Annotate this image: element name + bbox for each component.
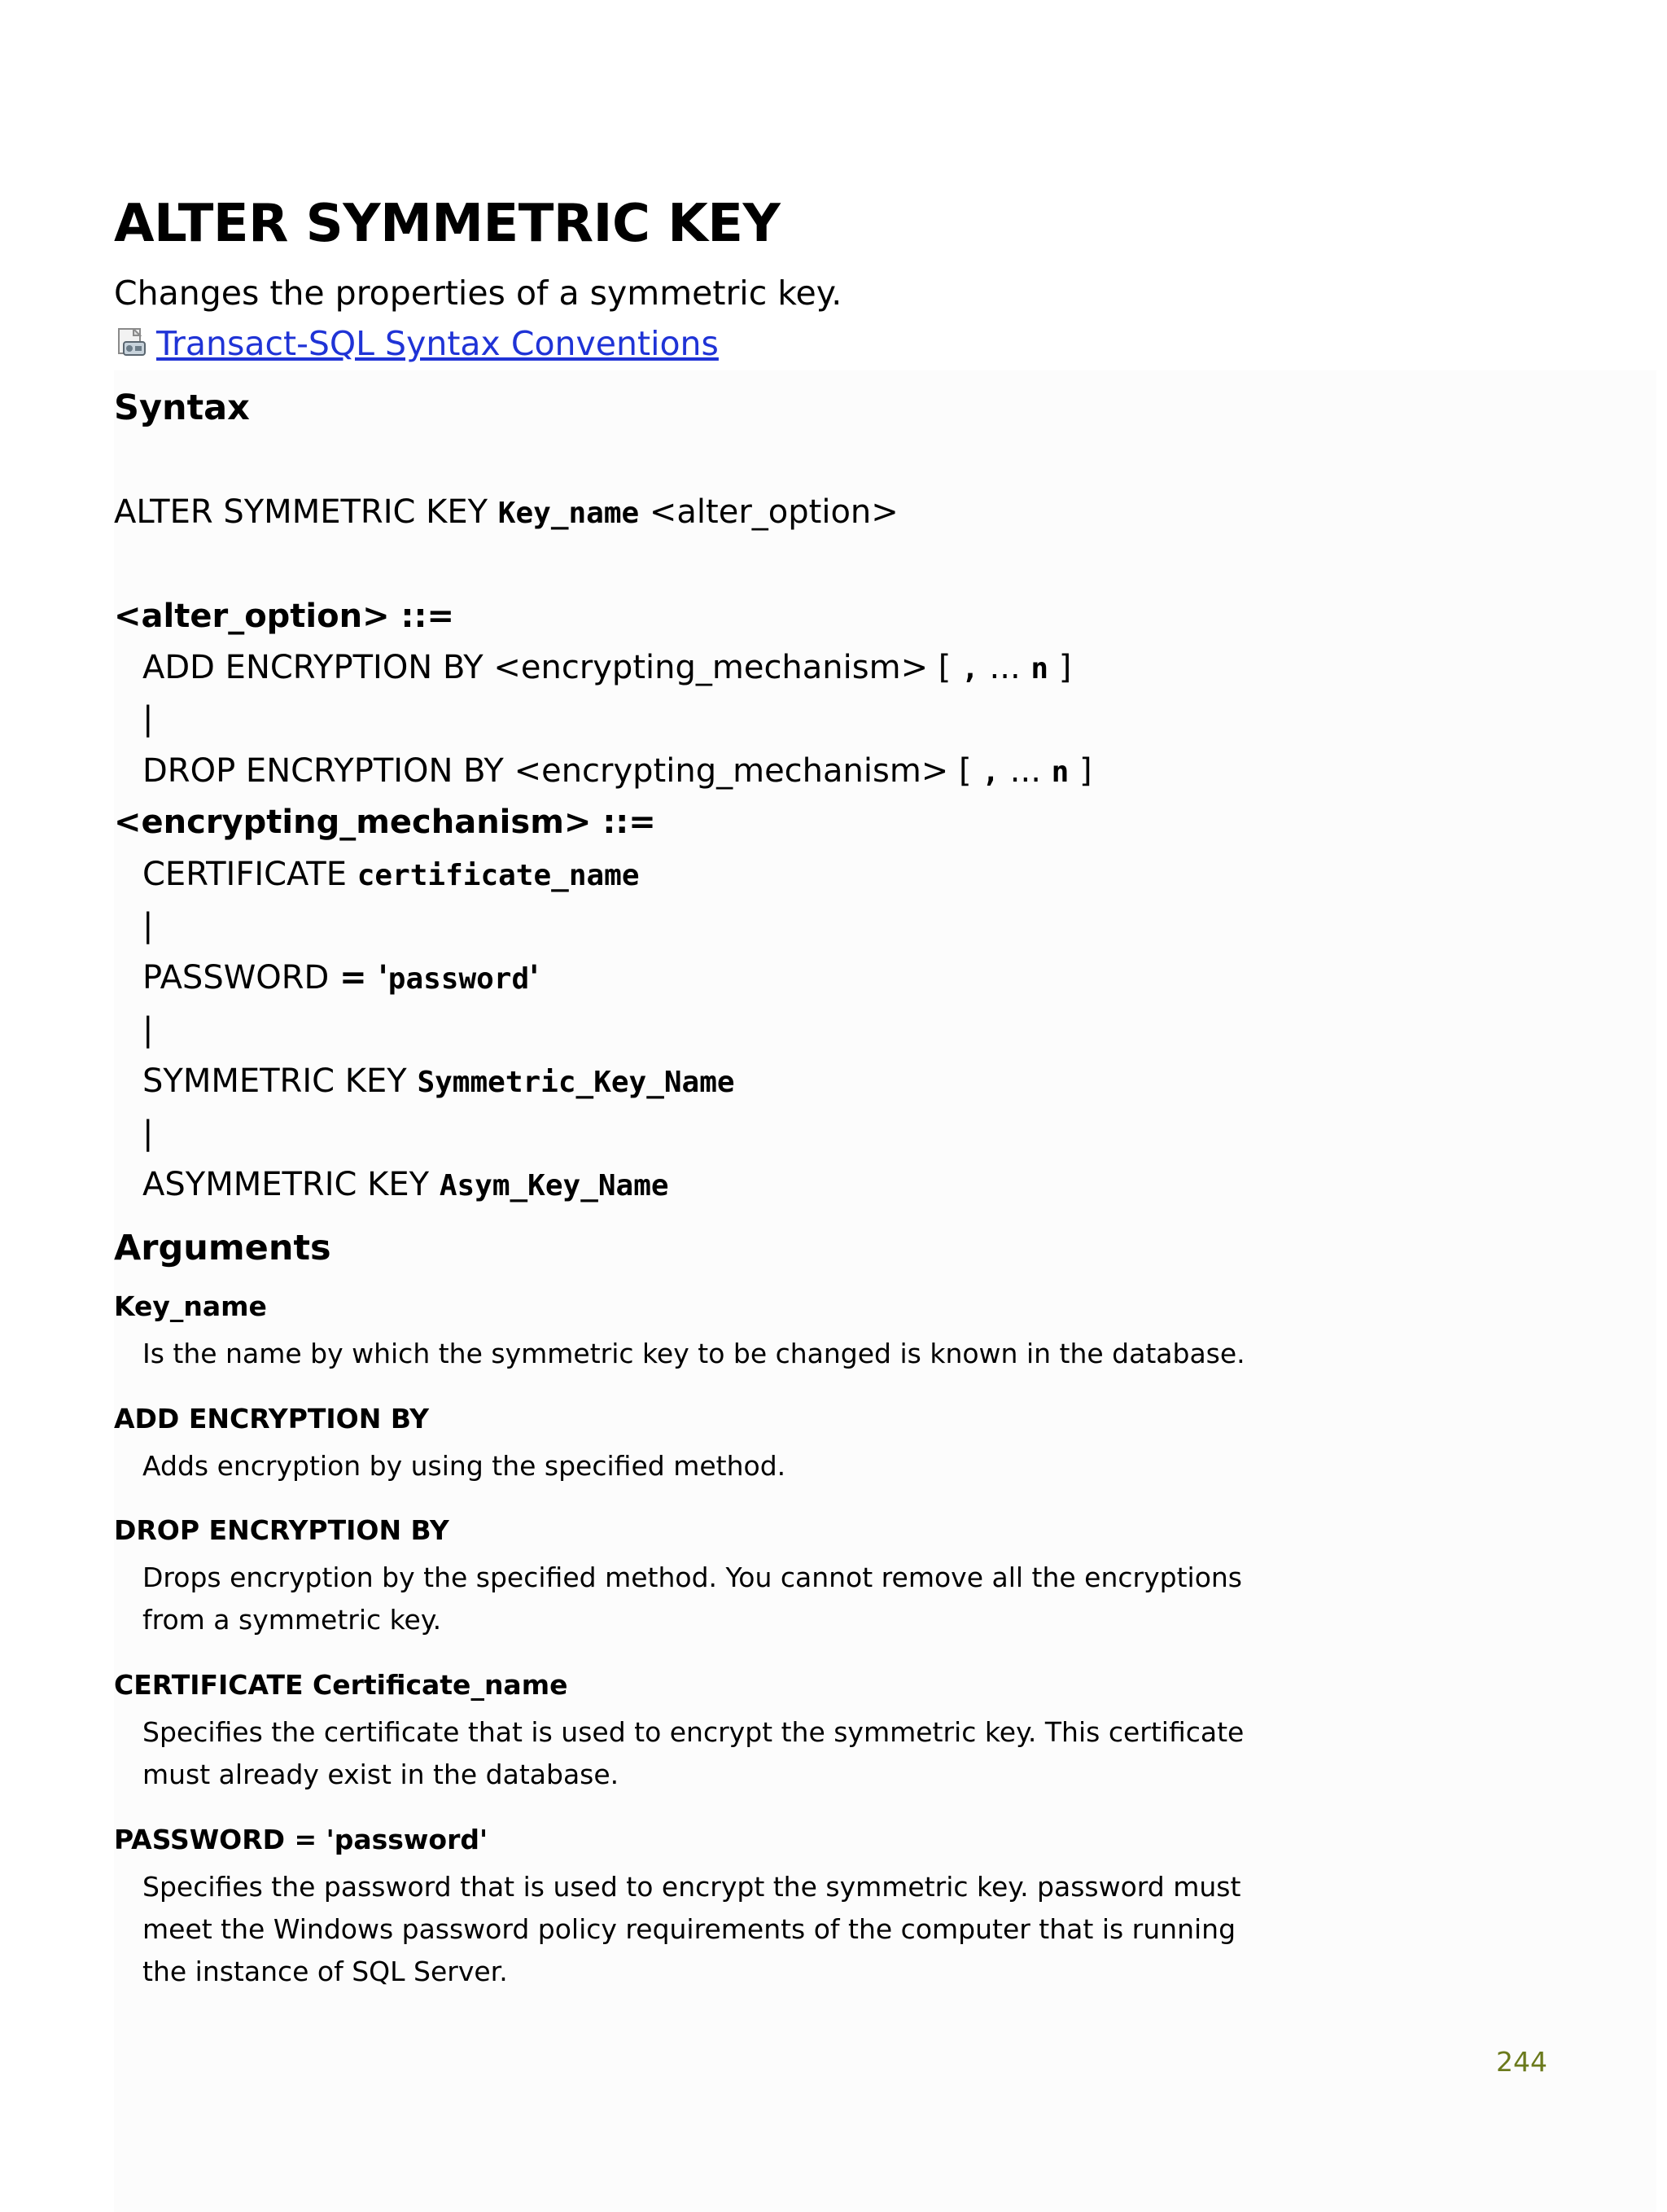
quote: ' — [529, 959, 540, 996]
n-symbol: n — [1030, 652, 1049, 686]
syntax-heading: Syntax — [114, 388, 250, 428]
conventions-row — [114, 324, 719, 363]
broken-image-icon — [114, 326, 150, 361]
certificate-line — [142, 856, 640, 893]
arguments-heading: Arguments — [114, 1228, 331, 1268]
statement-prefix: ALTER SYMMETRIC KEY — [114, 493, 498, 531]
argument-description: Adds encryption by using the specified method. — [142, 1450, 786, 1482]
argument-term: PASSWORD = 'password' — [114, 1824, 488, 1855]
ellipsis: ... — [1000, 752, 1052, 790]
n-symbol: n — [1051, 756, 1070, 789]
conventions-link[interactable]: Transact-SQL Syntax Conventions — [156, 324, 719, 363]
argument-term: ADD ENCRYPTION BY — [114, 1403, 430, 1435]
add-encryption-line — [142, 649, 1071, 686]
pipe-separator: | — [142, 1011, 154, 1049]
argument-description: Drops encryption by the specified method. You cannot remove all the encryptions from a symmetric key. — [142, 1562, 1242, 1636]
close-bracket: ] — [1069, 752, 1092, 790]
statement-key-name: Key_name — [497, 497, 640, 530]
drop-encryption-text: DROP ENCRYPTION BY <encrypting_mechanism> [ — [142, 752, 982, 790]
quote: ' — [378, 959, 388, 996]
certificate-name: certificate_name — [357, 859, 640, 892]
comma: , — [961, 652, 979, 686]
pipe-separator: | — [142, 907, 154, 944]
ellipsis: ... — [978, 649, 1031, 686]
argument-description: Specifies the certificate that is used to encrypt the symmetric key. This certificate must already exist in the database. — [142, 1716, 1245, 1790]
statement-suffix: <alter_option> — [639, 493, 899, 531]
pipe-separator: | — [142, 1115, 154, 1152]
pipe-separator: | — [142, 700, 154, 738]
argument-term: Key_name — [114, 1290, 267, 1322]
syntax-statement — [114, 493, 899, 531]
password-line — [142, 959, 539, 996]
comma: , — [982, 756, 1000, 789]
argument-term: CERTIFICATE Certificate_name — [114, 1669, 568, 1701]
symmetric-key-label: SYMMETRIC KEY — [142, 1062, 418, 1100]
argument-description: Is the name by which the symmetric key to be changed is known in the database. — [142, 1338, 1245, 1369]
add-encryption-text: ADD ENCRYPTION BY <encrypting_mechanism> [ — [142, 649, 962, 686]
password-value: password — [387, 962, 530, 996]
page-number: 244 — [1496, 2046, 1547, 2078]
argument-description: Specifies the password that is used to encrypt the symmetric key. password must meet the Windows password policy requirements of the computer that is running the instance of SQL Server. — [142, 1871, 1241, 1987]
asymmetric-key-line — [142, 1166, 669, 1203]
drop-encryption-line — [142, 752, 1092, 790]
symmetric-key-name: Symmetric_Key_Name — [417, 1066, 735, 1099]
symmetric-key-line — [142, 1062, 735, 1100]
certificate-label: CERTIFICATE — [142, 856, 357, 893]
argument-term: DROP ENCRYPTION BY — [114, 1514, 449, 1546]
page-title: ALTER SYMMETRIC KEY — [114, 194, 781, 254]
alter-option-heading: <alter_option> ::= — [114, 598, 455, 635]
password-label: PASSWORD — [142, 959, 340, 996]
asymmetric-key-label: ASYMMETRIC KEY — [142, 1166, 440, 1203]
password-equals: = — [339, 959, 378, 996]
encrypting-mechanism-heading: <encrypting_mechanism> ::= — [114, 804, 656, 841]
close-bracket: ] — [1048, 649, 1072, 686]
page-subtitle: Changes the properties of a symmetric key. — [114, 274, 842, 313]
asymmetric-key-name: Asym_Key_Name — [439, 1169, 669, 1202]
